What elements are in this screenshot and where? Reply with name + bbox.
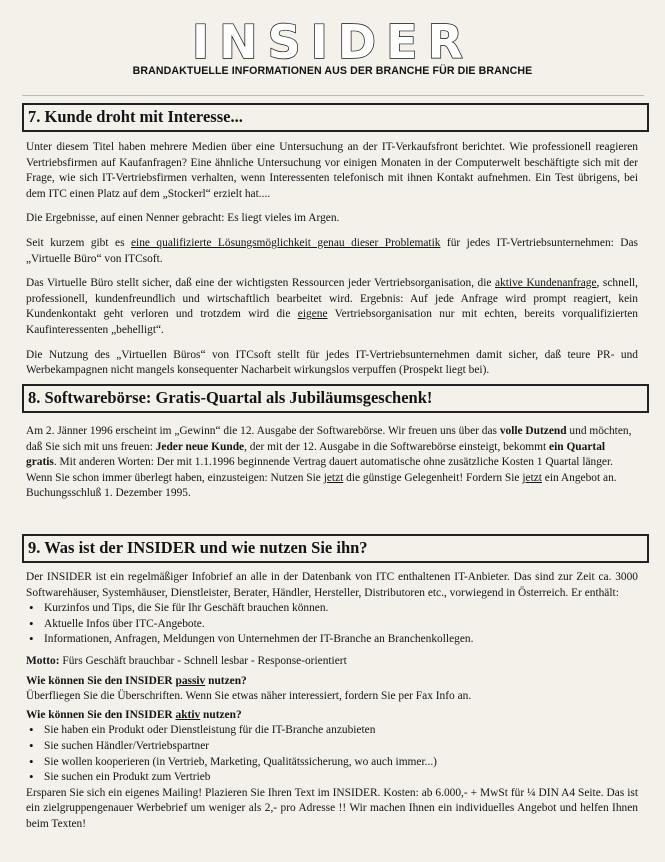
section-7-paragraph-5: Die Nutzung des „Virtuellen Büros“ von ITCsoft stellt für jedes IT-Vertriebsunternehmen damit sicher, daß teure PR- und Werbekampagnen nicht mangels konsequenter Nacharbeit wirkungslos verpuffen (Prospekt liegt bei). bbox=[26, 348, 638, 377]
section-7-paragraph-1: Unter diesem Titel haben mehrere Medien über eine Untersuchung an der IT-Verkaufsfront berichtet. Wie professionell reagieren Vertriebsfirmen auf Kaufanfragen? Eine ähnliche Untersuchung vor einigen Monaten in der Computerwelt beschäftigte sich mit der Frage, wie sich IT-Vertriebsfirmen verhalten, wenn Interessenten telefonisch mit ihnen Kontakt aufnehmen. Ein Test übrigens, bei dem ITC einen Platz auf dem „Stockerl“ erzielt hat.... bbox=[26, 141, 638, 200]
section-9-aktiv-list bbox=[26, 723, 638, 785]
header-rule bbox=[22, 95, 644, 96]
section-9-heading: 9. Was ist der INSIDER und wie nutzen Sie ihn? bbox=[22, 534, 649, 563]
section-8-paragraph-2: Wenn Sie schon immer überlegt haben, einzusteigen: Nutzen Sie jetzt die günstige Gelegenheit! Fordern Sie jetzt ein Angebot an. Buchungsschluß 1. Dezember 1995. bbox=[26, 471, 617, 500]
section-7-paragraph-4: Das Virtuelle Büro stellt sicher, daß eine der wichtigsten Ressourcen jeder Vertriebsorganisation, die aktive Kundenanfrage, schnell, professionell, kundenfreundlich und wirtschaftlich bearbeitet wird. Ergebnis: Auf jede Anfrage wird prompt reagiert, kein Kundenkontakt geht verloren und trotzdem wird die eigene Vertriebsorganisation nur mit echten, bereits vorqualifizierten Kaufinteressenten „behelligt“. bbox=[26, 277, 639, 336]
section-9-intro: Der INSIDER ist ein regelmäßiger Infobrief an alle in der Datenbank von ITC enthaltenen IT-Anbieter. Das sind zur Zeit ca. 3000 Softwarehäuser, Systemhäuser, Dienstleister, Berater, Händler, Hersteller, Distributoren etc., vorwiegend in Österreich. Er enthält: bbox=[26, 571, 638, 599]
section-9-contents-list bbox=[26, 601, 638, 648]
section-9-passiv-text: Überfliegen Sie die Überschriften. Wenn Sie etwas näher interessiert, fordern Sie per Fax Info an. bbox=[26, 690, 472, 703]
list-item: • Sie wollen kooperieren (in Vertrieb, Marketing, Qualitätssicherung, wo auch immer...) bbox=[26, 755, 638, 771]
list-item: • Informationen, Anfragen, Meldungen von Unternehmen der IT-Branche an Branchenkollegen. bbox=[26, 632, 638, 648]
masthead-tagline: BRANDAKTUELLE INFORMATIONEN AUS DER BRANCHE FÜR DIE BRANCHE bbox=[132, 65, 533, 77]
section-9-closing: Ersparen Sie sich ein eigenes Mailing! Plazieren Sie Ihren Text im INSIDER. Kosten: ab 6.000,- + MwSt für ¼ DIN A4 Seite. Das ist ein zielgruppengenauer Werbebrief um weniger als 2,- pro Adresse !! Wir machen Ihnen ein individuelles Angebot und helfen Ihnen beim Texten! bbox=[26, 786, 638, 830]
masthead bbox=[110, 15, 555, 77]
list-item: • Sie suchen ein Produkt zum Vertrieb bbox=[26, 770, 638, 786]
list-item: • Sie haben ein Produkt oder Dienstleistung für die IT-Branche anzubieten bbox=[26, 723, 638, 739]
section-8-heading: 8. Softwarebörse: Gratis-Quartal als Jubiläumsgeschenk! bbox=[22, 384, 649, 413]
section-9-motto: Motto: Fürs Geschäft brauchbar - Schnell lesbar - Response-orientiert bbox=[26, 654, 347, 667]
section-8-body bbox=[26, 424, 638, 511]
section-7-paragraph-3: Seit kurzem gibt es eine qualifizierte Lösungsmöglichkeit genau dieser Problematik für jedes IT-Vertriebsunternehmen: Das „Virtuelle Büro“ von ITCsoft. bbox=[26, 236, 638, 265]
section-9-aktiv-question: Wie können Sie den INSIDER aktiv nutzen? bbox=[26, 708, 242, 721]
section-8-paragraph-1: Am 2. Jänner 1996 erscheint im „Gewinn“ die 12. Ausgabe der Softwarebörse. Wir freuen uns über das volle Dutzend und möchten, daß Sie sich mit uns freuen: Jeder neue Kunde, der mit der 12. Ausgabe in die Softwarebörse einsteigt, bekommt ein Quartal gratis. Mit anderen Worten: Der mit 1.1.1996 beginnende Vertrag dauert automatische ohne zusätzliche Kosten 1 Quartal länger. bbox=[26, 425, 632, 469]
list-item: • Aktuelle Infos über ITC-Angebote. bbox=[26, 617, 638, 633]
section-9-passiv-question: Wie können Sie den INSIDER passiv nutzen? bbox=[26, 674, 247, 687]
section-9-body bbox=[26, 570, 638, 833]
list-item: • Sie suchen Händler/Vertriebspartner bbox=[26, 739, 638, 755]
insider-logo: INSIDER bbox=[110, 20, 555, 64]
section-7-heading: 7. Kunde droht mit Interesse... bbox=[22, 103, 649, 132]
list-item: • Kurzinfos und Tips, die Sie für Ihr Geschäft brauchen können. bbox=[26, 601, 638, 617]
section-7-paragraph-2: Die Ergebnisse, auf einen Nenner gebracht: Es liegt vieles im Argen. bbox=[26, 212, 340, 225]
section-7-body bbox=[26, 140, 638, 388]
